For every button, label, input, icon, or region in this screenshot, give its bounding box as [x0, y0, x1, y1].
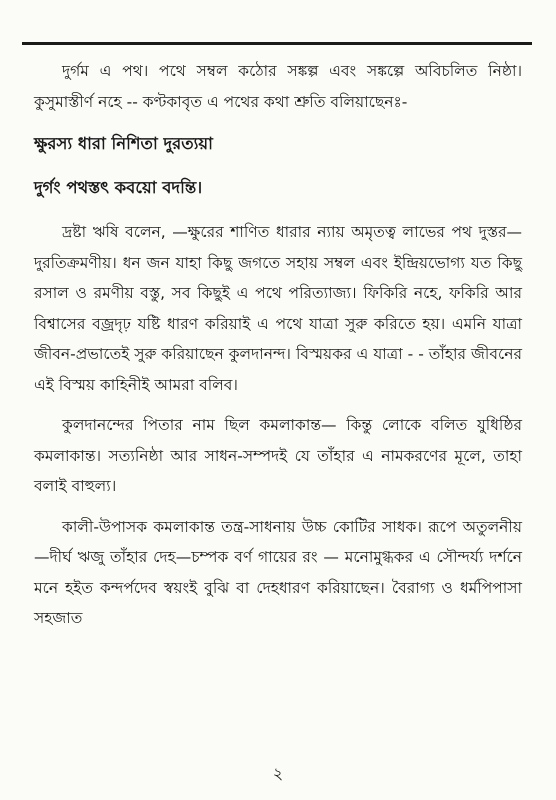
paragraph-2: দ্রষ্টা ঋষি বলেন, —ক্ষুরের শাণিত ধারার ন্যায় অমৃতত্ব লাভের পথ দুস্তর—দুরতিক্রমণীয়। ধন জন যাহা কিছু জগতে সহায় সম্বল এবং ইন্দ্রিয়ভোগ্য যত কিছু রসাল ও রমণীয় বস্তু, সব কিছুই এ পথে পরিত্যাজ্য। ফিকিরি নহে, ফকিরি আর বিশ্বাসের বজ্রদৃঢ় যষ্টি ধারণ করিয়াই এ পথে যাত্রা সুরু করিতে হয়। এমনি যাত্রা জীবন-প্রভাতেই সুরু করিয়াছেন কুলদানন্দ। বিস্ময়কর এ যাত্রা - - তাঁহার জীবনের এই বিস্ময় কাহিনীই আমরা বলিব। — [34, 223, 522, 394]
top-rule — [22, 42, 532, 45]
paragraph-4: কালী-উপাসক কমলাকান্ত তন্ত্র-সাধনায় উচ্চ কোটির সাধক। রূপে অতুলনীয়—দীর্ঘ ঋজু তাঁহার দেহ—চম্পক বর্ণ গায়ের রং — মনোমুগ্ধকর এ সৌন্দর্য্য দর্শনে মনে হইত কন্দর্পদেব স্বয়ংই বুঝি বা দেহধারণ করিয়াছেন। বৈরাগ্য ও ধর্মপিপাসা সহজাত — [34, 517, 522, 627]
page-number: ২ — [272, 764, 284, 783]
verse-line-2: দুর্গং পথস্তৎ কবয়ো বদন্তি। — [34, 178, 203, 197]
paragraph-1: দুর্গম এ পথ। পথে সম্বল কঠোর সঙ্কল্প এবং সঙ্কল্পে অবিচলিত নিষ্ঠা। কুসুমাস্তীর্ণ নহে -- কণ্টকাবৃত এ পথের কথা শ্রুতি বলিয়াছেনঃ- — [34, 62, 522, 111]
verse-line-1: ক্ষুরস্য ধারা নিশিতা দুরত্যয়া — [34, 134, 213, 153]
page-content — [34, 56, 522, 634]
paragraph-3: কুলদানন্দের পিতার নাম ছিল কমলাকান্ত— কিন্তু লোকে বলিত যুধিষ্ঠির কমলাকান্ত। সত্যনিষ্ঠা আর সাধন-সম্পদই যে তাঁহার এ নামকরণের মূলে, তাহা বলাই বাহুল্য। — [34, 416, 522, 495]
